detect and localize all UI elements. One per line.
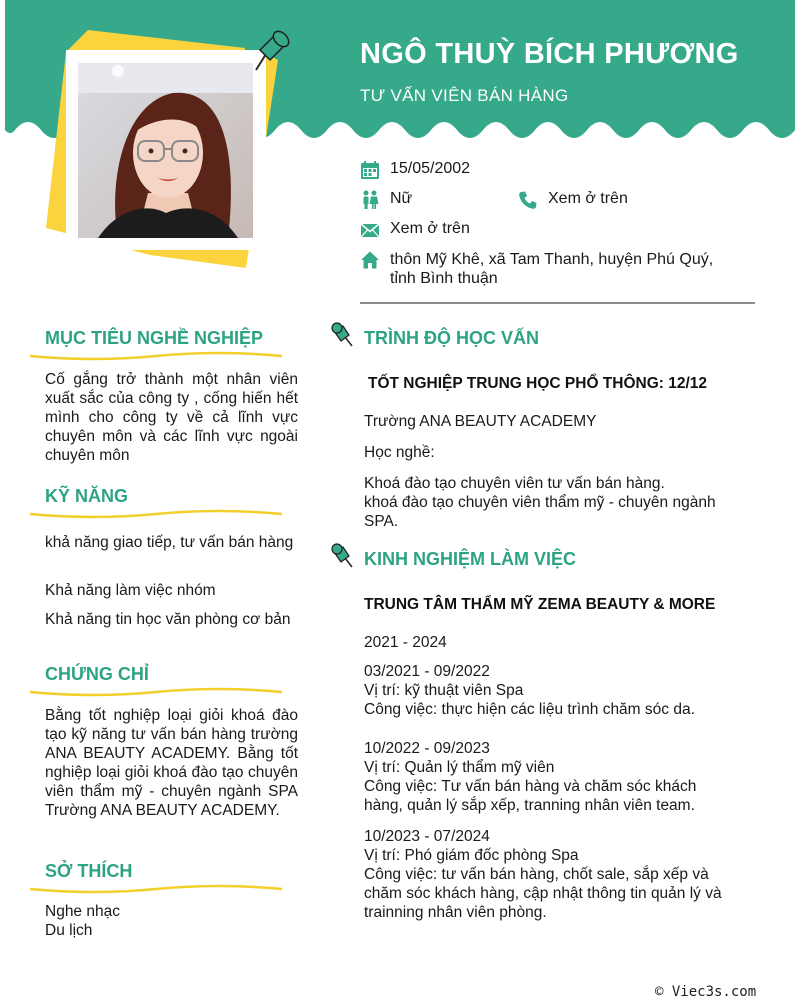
profile-photo: [78, 63, 253, 238]
address-line-2: tỉnh Bình thuận: [390, 270, 498, 287]
pushpin-icon: [246, 24, 294, 76]
job-entry: [364, 739, 739, 815]
job-position: Vị trí: Phó giám đốc phòng Spa: [364, 847, 579, 864]
hobbies-underline: [28, 883, 284, 895]
education-pin-icon: [330, 322, 356, 348]
job-entry: [364, 662, 739, 719]
footer-credit: © Viec3s.com: [655, 984, 757, 1000]
candidate-name: NGÔ THUỲ BÍCH PHƯƠNG: [360, 38, 739, 70]
education-heading: TRÌNH ĐỘ HỌC VẤN: [364, 328, 539, 348]
hobby-item: Du lịch: [45, 922, 93, 939]
birthdate: 15/05/2002: [390, 160, 471, 177]
home-icon: [360, 250, 380, 270]
skills-underline: [28, 508, 284, 520]
certificates-text: Bằng tốt nghiệp loại giỏi khoá đào tạo kỹ năng tư vấn bán hàng trường ANA BEAUTY ACADEMY. Bằng tốt nghiệp loại giỏi khoá đào tạo chuyên viên thẩm mỹ - chuyên ngành SPA Trường ANA BEAUTY ACADEMY.: [45, 707, 298, 819]
skill-item: Khả năng tin học văn phòng cơ bản: [45, 611, 291, 628]
job-position: Vị trí: kỹ thuật viên Spa: [364, 682, 524, 699]
phone: Xem ở trên: [548, 190, 628, 207]
course-item: Khoá đào tạo chuyên viên tư vấn bán hàng.: [364, 475, 665, 492]
job-title: TƯ VẤN VIÊN BÁN HÀNG: [360, 86, 569, 105]
email-icon: [360, 220, 380, 240]
experience-pin-icon: [330, 543, 356, 569]
gender-icon: [360, 190, 380, 210]
address-line-1: thôn Mỹ Khê, xã Tam Thanh, huyện Phú Quý,: [390, 251, 714, 268]
hobby-item: Nghe nhạc: [45, 903, 120, 920]
gender: Nữ: [390, 190, 413, 207]
email: Xem ở trên: [390, 220, 470, 237]
job-dates: 10/2022 - 09/2023: [364, 740, 490, 757]
certificates-heading: CHỨNG CHỈ: [45, 664, 149, 684]
certificates-underline: [28, 686, 284, 698]
job-dates: 03/2021 - 09/2022: [364, 663, 490, 680]
school: Trường ANA BEAUTY ACADEMY: [364, 413, 597, 430]
objective-underline: [28, 350, 284, 362]
skill-item: khả năng giao tiếp, tư vấn bán hàng: [45, 534, 294, 551]
phone-icon: [518, 190, 538, 210]
vocational-label: Học nghề:: [364, 444, 435, 461]
address: [390, 250, 713, 288]
degree: TỐT NGHIỆP TRUNG HỌC PHỔ THÔNG: 12/12: [368, 375, 708, 392]
skills-heading: KỸ NĂNG: [45, 486, 129, 506]
contact-divider: [360, 302, 755, 304]
company-name: TRUNG TÂM THẨM MỸ ZEMA BEAUTY & MORE: [364, 596, 716, 613]
job-position: Vị trí: Quản lý thẩm mỹ viên: [364, 759, 555, 776]
job-entry: [364, 827, 739, 922]
calendar-icon: [360, 160, 380, 180]
job-duties: Công việc: tư vấn bán hàng, chốt sale, sắp xếp và chăm sóc khách hàng, cập nhật thông tin quản lý và trainning nhân viên phòng.: [364, 866, 722, 921]
job-dates: 10/2023 - 07/2024: [364, 828, 490, 845]
job-duties: Công việc: Tư vấn bán hàng và chăm sóc khách hàng, quản lý sắp xếp, tranning nhân viên team.: [364, 778, 697, 814]
course-item: khoá đào tạo chuyên viên thẩm mỹ - chuyên ngành SPA.: [364, 494, 716, 530]
job-duties: Công việc: thực hiện các liệu trình chăm sóc da.: [364, 701, 695, 718]
experience-heading: KINH NGHIỆM LÀM VIỆC: [364, 549, 577, 569]
objective-text: Cố gắng trở thành một nhân viên xuất sắc của công ty , cống hiến hết mình cho công ty về cả lĩnh vực chuyên môn và các lĩnh vực ngoài chuyên môn: [45, 371, 298, 464]
hobbies-heading: SỞ THÍCH: [45, 861, 133, 881]
skill-item: Khả năng làm việc nhóm: [45, 582, 216, 599]
employment-period: 2021 - 2024: [364, 634, 447, 651]
objective-heading: MỤC TIÊU NGHỀ NGHIỆP: [45, 328, 264, 348]
